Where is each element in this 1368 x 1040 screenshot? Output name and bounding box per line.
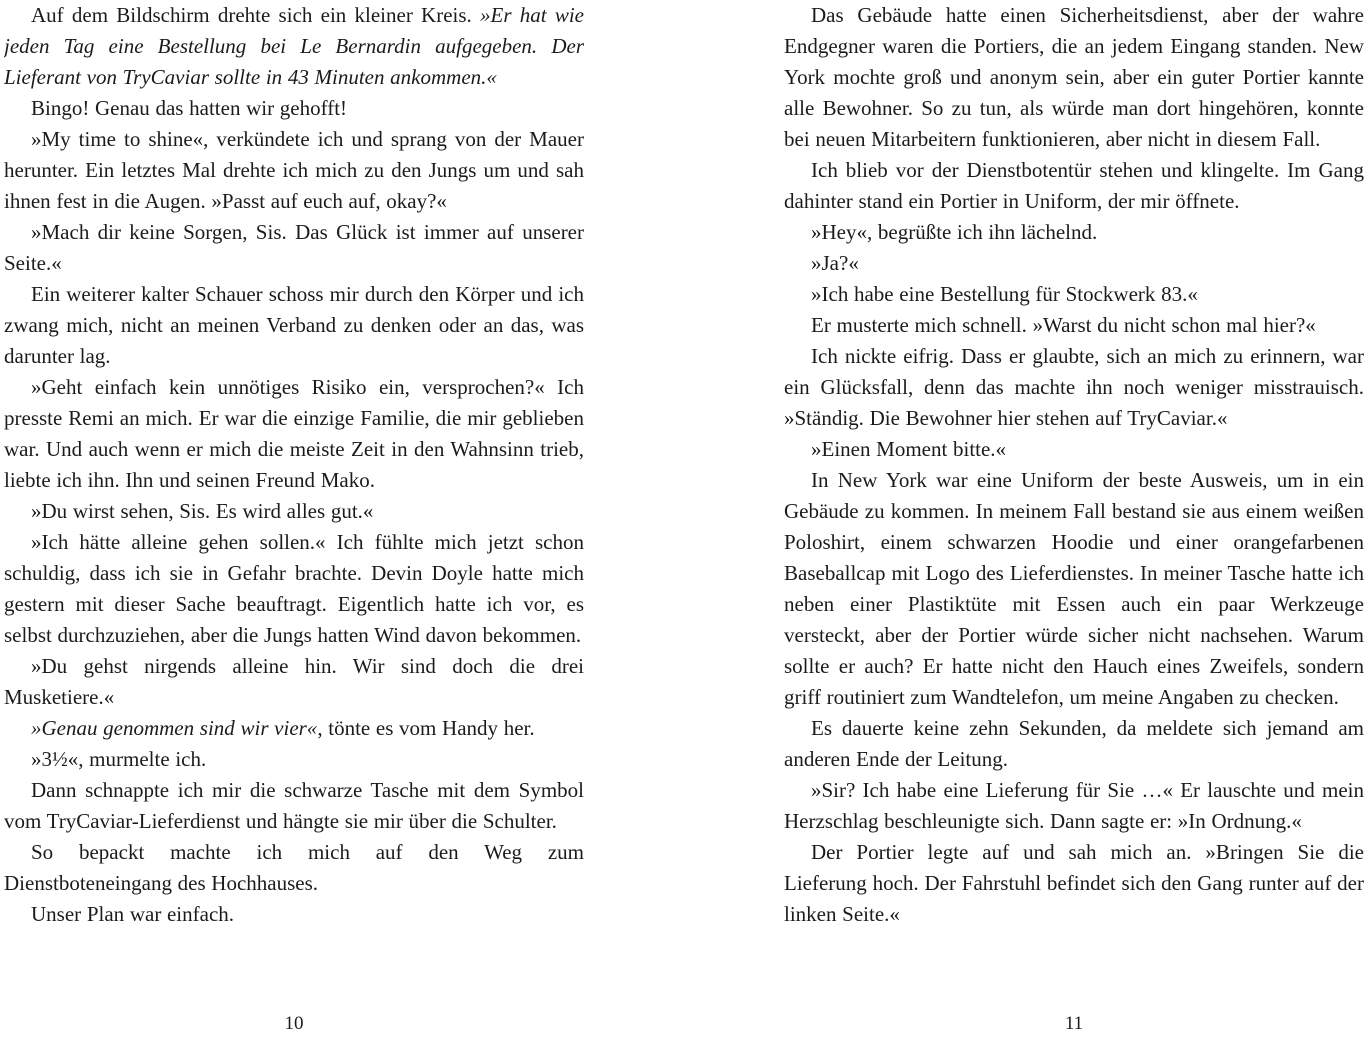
text-segment: Ich blieb vor der Dienstbotentür stehen und klingelte. Im Gang dahinter stand ein Portier in Uniform, der mir öffnete. <box>784 158 1364 213</box>
paragraph <box>4 651 584 713</box>
text-segment: »Sir? Ich habe eine Lieferung für Sie …« Er lauschte und mein Herzschlag beschleunigte sich. Dann sagte er: »In Ordnung.« <box>784 778 1364 833</box>
text-segment: »Ja?« <box>811 251 859 275</box>
text-segment: Unser Plan war einfach. <box>31 902 235 926</box>
paragraph <box>784 217 1364 248</box>
paragraph <box>4 217 584 279</box>
text-segment: Auf dem Bildschirm drehte sich ein kleiner Kreis. <box>31 3 481 27</box>
paragraph <box>4 496 584 527</box>
right-page-number: 11 <box>1064 1013 1084 1034</box>
paragraph <box>784 837 1364 930</box>
paragraph <box>4 899 584 930</box>
paragraph <box>4 527 584 651</box>
text-segment: »Einen Moment bitte.« <box>811 437 1007 461</box>
text-segment: Dann schnappte ich mir die schwarze Tasche mit dem Symbol vom TryCaviar-Lieferdienst und hängte sie mir über die Schulter. <box>4 778 584 833</box>
paragraph <box>4 0 584 93</box>
paragraph <box>784 775 1364 837</box>
paragraph <box>784 434 1364 465</box>
right-page <box>784 0 1364 1040</box>
text-segment: Bingo! Genau das hatten wir gehofft! <box>31 96 348 120</box>
paragraph <box>4 744 584 775</box>
text-segment: In New York war eine Uniform der beste Ausweis, um in ein Gebäude zu kommen. In meinem Fall bestand sie aus einem weißen Poloshirt, einem schwarzen Hoodie und einer orangefarbenen Baseballcap mit Logo des Lieferdienstes. In meiner Tasche hatte ich neben einer Plastiktüte mit Essen auch ein paar Werkzeuge versteckt, aber der Portier würde sicher nicht nachsehen. Warum sollte er auch? Er hatte nicht den Hauch eines Zweifels, sondern griff routiniert zum Wandtelefon, um meine Angaben zu checken. <box>784 468 1364 709</box>
italic-text-segment: »Genau genommen sind wir vier« <box>31 716 318 740</box>
text-segment: Er musterte mich schnell. »Warst du nicht schon mal hier?« <box>811 313 1316 337</box>
paragraph <box>4 93 584 124</box>
text-segment: , tönte es vom Handy her. <box>317 716 535 740</box>
right-page-text <box>784 0 1364 930</box>
text-segment: Das Gebäude hatte einen Sicherheitsdienst, aber der wahre Endgegner waren die Portiers, die an jedem Eingang standen. New York mochte groß und anonym sein, aber ein guter Portier kannte alle Bewohner. So zu tun, als würde man dort hingehören, konnte bei neuen Mitarbeitern funktionieren, aber nicht in diesem Fall. <box>784 3 1364 151</box>
paragraph <box>784 310 1364 341</box>
paragraph <box>4 124 584 217</box>
text-segment: So bepackt machte ich mich auf den Weg zum Dienstboteneingang des Hochhauses. <box>4 840 584 895</box>
text-segment: Ein weiterer kalter Schauer schoss mir durch den Körper und ich zwang mich, nicht an meinen Verband zu denken oder an das, was darunter lag. <box>4 282 584 368</box>
left-page-text <box>4 0 584 930</box>
text-segment: »3½«, murmelte ich. <box>31 747 207 771</box>
paragraph <box>4 279 584 372</box>
paragraph <box>784 155 1364 217</box>
text-segment: »My time to shine«, verkündete ich und sprang von der Mauer herunter. Ein letztes Mal drehte ich mich zu den Jungs um und sah ihnen fest in die Augen. »Passt auf euch auf, okay?« <box>4 127 584 213</box>
paragraph <box>784 341 1364 434</box>
italic-text-segment: »Er hat wie jeden Tag eine Bestellung bei Le Bernardin aufgegeben. Der Lieferant von TryCaviar sollte in 43 Minuten ankommen.« <box>4 3 584 89</box>
paragraph <box>4 775 584 837</box>
text-segment: »Hey«, begrüßte ich ihn lächelnd. <box>811 220 1098 244</box>
left-page-number: 10 <box>284 1013 304 1034</box>
paragraph <box>784 713 1364 775</box>
text-segment: »Du gehst nirgends alleine hin. Wir sind doch die drei Musketiere.« <box>4 654 584 709</box>
paragraph <box>784 279 1364 310</box>
paragraph <box>4 372 584 496</box>
text-segment: Es dauerte keine zehn Sekunden, da meldete sich jemand am anderen Ende der Leitung. <box>784 716 1364 771</box>
paragraph <box>4 837 584 899</box>
paragraph <box>784 465 1364 713</box>
text-segment: »Ich habe eine Bestellung für Stockwerk 83.« <box>811 282 1198 306</box>
text-segment: »Du wirst sehen, Sis. Es wird alles gut.« <box>31 499 374 523</box>
text-segment: Der Portier legte auf und sah mich an. »Bringen Sie die Lieferung hoch. Der Fahrstuhl befindet sich den Gang runter auf der linken Seite.« <box>784 840 1364 926</box>
paragraph <box>784 0 1364 155</box>
paragraph <box>4 713 584 744</box>
text-segment: »Mach dir keine Sorgen, Sis. Das Glück ist immer auf unserer Seite.« <box>4 220 584 275</box>
text-segment: Ich nickte eifrig. Dass er glaubte, sich an mich zu erinnern, war ein Glücksfall, denn das machte ihn noch weniger misstrauisch. »Ständig. Die Bewohner hier stehen auf TryCaviar.« <box>784 344 1364 430</box>
text-segment: »Ich hätte alleine gehen sollen.« Ich fühlte mich jetzt schon schuldig, dass ich sie in Gefahr brachte. Devin Doyle hatte mich gestern mit dieser Sache beauftragt. Eigentlich hatte ich vor, es selbst durchzuziehen, aber die Jungs hatten Wind davon bekommen. <box>4 530 584 647</box>
paragraph <box>784 248 1364 279</box>
text-segment: »Geht einfach kein unnötiges Risiko ein, versprochen?« Ich presste Remi an mich. Er war die einzige Familie, die mir geblieben war. Und auch wenn er mich die meiste Zeit in den Wahnsinn trieb, liebte ich ihn. Ihn und seinen Freund Mako. <box>4 375 584 492</box>
left-page <box>4 0 584 1040</box>
